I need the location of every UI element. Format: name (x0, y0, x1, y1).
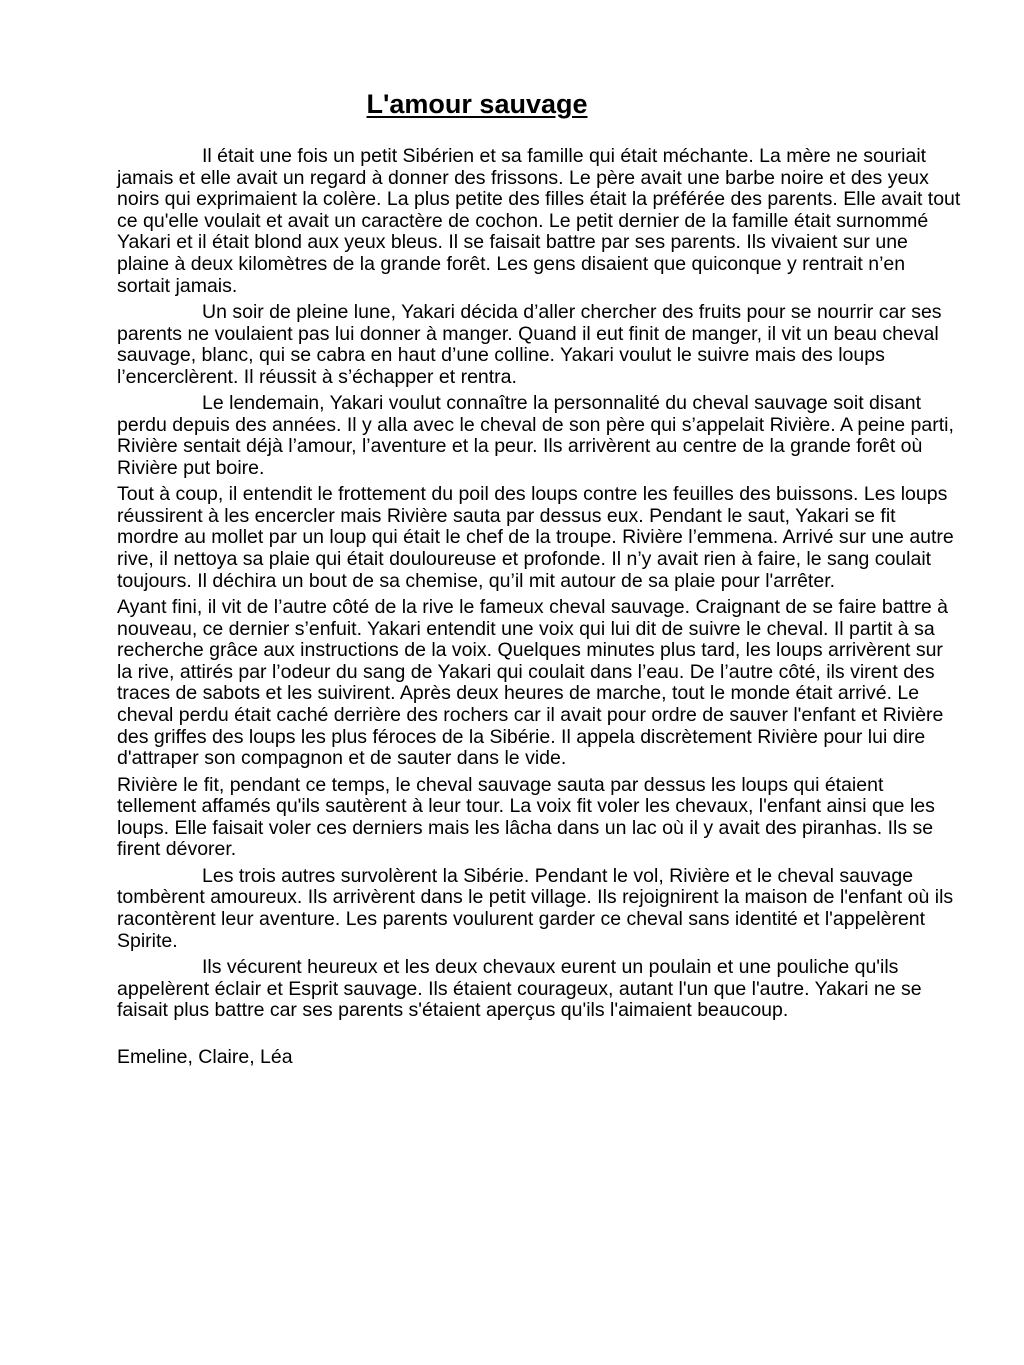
paragraph-6: Rivière le fit, pendant ce temps, le cheval sauvage sauta par dessus les loups qui étaient tellement affamés qu'ils sautèrent à leur tour. La voix fit voler les chevaux, l'enfant ainsi que les loups. Elle faisait voler ces derniers mais les lâcha dans un lac où il y avait des piranhas. Ils se firent dévorer. (117, 773, 935, 861)
story-body (117, 146, 962, 1073)
document-title: L'amour sauvage (366, 89, 588, 119)
paragraph-7: Les trois autres survolèrent la Sibérie. Pendant le vol, Rivière et le cheval sauvage tombèrent amoureux. Ils arrivèrent dans le petit village. Ils rejoignirent la maison de l'enfant où ils racontèrent leur aventure. Les parents voulurent garder ce cheval sans identité et l'appelèrent Spirite. (117, 864, 954, 952)
paragraph-3: Le lendemain, Yakari voulut connaître la personnalité du cheval sauvage soit disant perdu depuis des années. Il y alla avec le cheval de son père qui s’appelait Rivière. A peine parti, Rivière sentait déjà l’amour, l’aventure et la peur. Ils arrivèrent au centre de la grande forêt où Rivière put boire. (117, 392, 954, 479)
paragraph-1: Il était une fois un petit Sibérien et sa famille qui était méchante. La mère ne souriait jamais et elle avait un regard à donner des frissons. Le père avait une barbe noire et des yeux noirs qui exprimaient la colère. La plus petite des filles était la préférée des parents. Elle avait tout ce qu'elle voulait et avait un caractère de cochon. Le petit dernier de la famille était surnommé Yakari et il était blond aux yeux bleus. Il se faisait battre par ses parents. Ils vivaient sur une plaine à deux kilomètres de la grande forêt. Les gens disaient que quiconque y rentrait n’en sortait jamais. (117, 145, 961, 297)
paragraph-5: Ayant fini, il vit de l’autre côté de la rive le fameux cheval sauvage. Craignant de se faire battre à nouveau, ce dernier s’enfuit. Yakari entendit une voix qui lui dit de suivre le cheval. Il partit à sa recherche grâce aux instructions de la voix. Quelques minutes plus tard, les loups arrivèrent sur la rive, attirés par l’odeur du sang de Yakari qui coulait dans l’eau. De l’autre côté, ils virent des traces de sabots et les suivirent. Après deux heures de marche, tout le monde était arrivé. Le cheval perdu était caché derrière des rochers car il avait pour ordre de sauver l'enfant et Rivière des griffes des loups les plus féroces de la Sibérie. Il appela discrètement Rivière pour lui dire d'attraper son compagnon et de sauter dans le vide. (117, 596, 949, 770)
paragraph-4: Tout à coup, il entendit le frottement du poil des loups contre les feuilles des buissons. Les loups réussirent à les encercler mais Rivière sauta par dessus eux. Pendant le saut, Yakari se fit mordre au mollet par un loup qui était le chef de la troupe. Rivière l’emmena. Arrivé sur une autre rive, il nettoya sa plaie qui était douloureuse et profonde. Il n’y avait rien à faire, le sang coulait toujours. Il déchira un bout de sa chemise, qu’il mit autour de sa plaie pour l'arrêter. (117, 483, 954, 592)
authors-signature: Emeline, Claire, Léa (117, 1045, 293, 1068)
paragraph-8: Ils vécurent heureux et les deux chevaux eurent un poulain et une pouliche qu'ils appelèrent éclair et Esprit sauvage. Ils étaient courageux, autant l'un que l'autre. Yakari ne se faisait plus battre car ses parents s'étaient aperçus qu'ils l'aimaient beaucoup. (117, 955, 922, 1022)
paragraph-2: Un soir de pleine lune, Yakari décida d’aller chercher des fruits pour se nourrir car ses parents ne voulaient pas lui donner à manger. Quand il eut finit de manger, il vit un beau cheval sauvage, blanc, qui se cabra en haut d’une colline. Yakari voulut le suivre mais des loups l’encerclèrent. Il réussit à s’échapper et rentra. (117, 300, 942, 388)
